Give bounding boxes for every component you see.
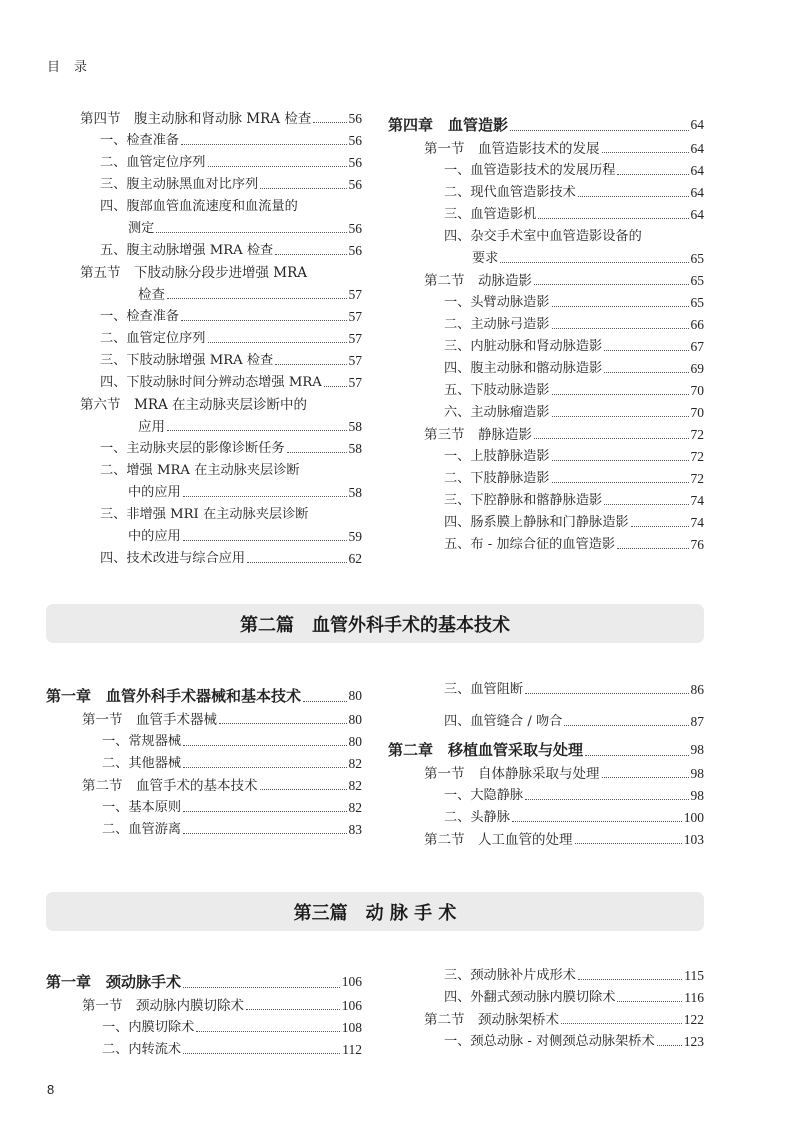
entry-page-number: 59 <box>348 529 362 544</box>
toc-item-entry[interactable] <box>80 545 362 567</box>
entry-title: 四、技术改进与综合应用 <box>100 551 246 566</box>
entry-title: 一、检查准备 <box>100 309 180 324</box>
entry-title: 二、下肢静脉造影 <box>444 471 550 486</box>
entry-title: 三、下腔静脉和髂静脉造影 <box>444 493 603 508</box>
dot-leader <box>219 723 347 724</box>
entry-title: 三、血管造影机 <box>444 207 537 222</box>
toc-item-entry[interactable] <box>80 523 362 545</box>
entry-page-number: 106 <box>341 974 362 989</box>
toc-item-entry[interactable] <box>80 457 362 479</box>
dot-leader <box>247 562 346 563</box>
entry-page-number: 82 <box>348 778 362 793</box>
dot-leader <box>604 504 688 505</box>
dot-leader <box>183 987 340 988</box>
toc-item-entry[interactable] <box>388 245 704 267</box>
toc-item-entry[interactable] <box>388 676 704 698</box>
toc-item-entry[interactable] <box>388 804 704 826</box>
entry-title: 第一节 颈动脉内膜切除术 <box>82 998 244 1014</box>
toc-section-entry[interactable] <box>80 105 362 127</box>
entry-page-number: 56 <box>348 111 362 126</box>
dot-leader <box>183 767 346 768</box>
entry-title: 三、内脏动脉和肾动脉造影 <box>444 339 603 354</box>
toc-chapter-entry[interactable] <box>46 676 362 706</box>
toc-item-entry[interactable] <box>388 984 704 1006</box>
entry-title: 第三节 静脉造影 <box>424 427 532 443</box>
toc-item-entry[interactable] <box>388 487 704 509</box>
toc-column-part2-left <box>46 676 362 838</box>
entry-page-number: 80 <box>348 712 362 727</box>
toc-section-entry[interactable] <box>388 421 704 443</box>
toc-item-entry[interactable] <box>388 223 704 245</box>
entry-page-number: 70 <box>690 405 704 420</box>
toc-item-entry[interactable] <box>80 215 362 237</box>
entry-title: 三、颈动脉补片成形术 <box>444 968 576 983</box>
dot-leader <box>617 1001 682 1002</box>
dot-leader <box>183 811 346 812</box>
toc-item-entry[interactable] <box>388 157 704 179</box>
entry-title: 第二节 血管手术的基本技术 <box>82 778 258 794</box>
toc-item-entry[interactable] <box>46 794 362 816</box>
toc-item-entry[interactable] <box>388 311 704 333</box>
entry-page-number: 56 <box>348 155 362 170</box>
part-title: 第二篇 血管外科手术的基本技术 <box>240 614 510 636</box>
toc-item-entry[interactable] <box>80 303 362 325</box>
entry-page-number: 58 <box>348 441 362 456</box>
entry-page-number: 100 <box>683 810 704 825</box>
toc-column-part2-right <box>388 676 704 848</box>
toc-item-entry[interactable] <box>388 355 704 377</box>
dot-leader <box>287 452 347 453</box>
dot-leader <box>324 386 347 387</box>
entry-title: 二、头静脉 <box>444 810 510 825</box>
dot-leader <box>657 1045 682 1046</box>
toc-item-entry[interactable] <box>80 501 362 523</box>
part-title: 第三篇 动 脉 手 术 <box>293 902 457 924</box>
page-number: 8 <box>47 1082 55 1097</box>
entry-page-number: 72 <box>690 449 704 464</box>
dot-leader <box>525 799 688 800</box>
dot-leader <box>617 548 688 549</box>
dot-leader <box>604 350 688 351</box>
dot-leader <box>534 438 689 439</box>
entry-title: 一、检查准备 <box>100 133 180 148</box>
toc-section-entry[interactable] <box>388 760 704 782</box>
toc-item-entry[interactable] <box>46 816 362 838</box>
entry-page-number: 123 <box>683 1034 704 1049</box>
entry-title: 第一节 血管造影技术的发展 <box>424 141 600 157</box>
dot-leader <box>275 364 346 365</box>
dot-leader <box>183 496 347 497</box>
entry-page-number: 57 <box>348 353 362 368</box>
entry-page-number: 103 <box>683 832 704 847</box>
entry-page-number: 98 <box>690 788 704 803</box>
toc-item-entry[interactable] <box>80 193 362 215</box>
entry-title: 五、下肢动脉造影 <box>444 383 550 398</box>
entry-page-number: 122 <box>683 1012 704 1027</box>
entry-title: 二、内转流术 <box>102 1042 182 1057</box>
entry-title: 第一章 颈动脉手术 <box>46 973 182 991</box>
entry-page-number: 64 <box>690 207 704 222</box>
dot-leader <box>167 298 347 299</box>
toc-chapter-entry[interactable] <box>46 962 362 992</box>
dot-leader <box>602 777 689 778</box>
entry-page-number: 87 <box>690 714 704 729</box>
entry-page-number: 56 <box>348 177 362 192</box>
dot-leader <box>561 1023 682 1024</box>
dot-leader <box>538 218 688 219</box>
entry-title: 第二节 动脉造影 <box>424 273 532 289</box>
dot-leader <box>552 394 689 395</box>
toc-item-entry[interactable] <box>388 509 704 531</box>
entry-title: 一、颈总动脉 - 对侧颈总动脉架桥术 <box>444 1034 655 1049</box>
entry-page-number: 98 <box>690 742 704 757</box>
toc-item-entry[interactable] <box>80 347 362 369</box>
entry-page-number: 76 <box>690 537 704 552</box>
toc-item-entry[interactable] <box>46 1036 362 1058</box>
entry-title: 四、腹部血管血流速度和血流量的 <box>100 199 298 214</box>
dot-leader <box>534 284 689 285</box>
entry-page-number: 108 <box>341 1020 362 1035</box>
entry-page-number: 58 <box>348 419 362 434</box>
entry-page-number: 72 <box>690 471 704 486</box>
part-banner-3 <box>46 892 704 931</box>
entry-title: 中的应用 <box>128 529 181 544</box>
dot-leader <box>578 979 682 980</box>
entry-title: 四、腹主动脉和髂动脉造影 <box>444 361 603 376</box>
entry-page-number: 115 <box>684 968 704 983</box>
dot-leader <box>275 254 346 255</box>
entry-page-number: 57 <box>348 287 362 302</box>
entry-page-number: 64 <box>690 141 704 156</box>
entry-title: 第四节 腹主动脉和肾动脉 MRA 检查 <box>80 111 312 127</box>
dot-leader <box>564 725 688 726</box>
toc-item-entry[interactable] <box>80 369 362 391</box>
dot-leader <box>208 342 347 343</box>
entry-page-number: 56 <box>348 221 362 236</box>
toc-item-entry[interactable] <box>388 333 704 355</box>
entry-title: 四、肠系膜上静脉和门静脉造影 <box>444 515 629 530</box>
entry-title: 二、血管定位序列 <box>100 155 206 170</box>
toc-item-entry[interactable] <box>80 435 362 457</box>
entry-title: 第五节 下肢动脉分段步进增强 MRA <box>80 265 308 281</box>
toc-item-entry[interactable] <box>80 149 362 171</box>
entry-title: 二、增强 MRA 在主动脉夹层诊断 <box>100 463 300 478</box>
entry-page-number: 83 <box>348 822 362 837</box>
entry-page-number: 74 <box>690 493 704 508</box>
entry-title: 第一节 自体静脉采取与处理 <box>424 766 600 782</box>
entry-title: 第二章 移植血管采取与处理 <box>388 741 584 759</box>
entry-page-number: 56 <box>348 133 362 148</box>
entry-title: 三、非增强 MRI 在主动脉夹层诊断 <box>100 507 309 522</box>
entry-title: 五、腹主动脉增强 MRA 检查 <box>100 243 274 258</box>
entry-title: 一、主动脉夹层的影像诊断任务 <box>100 441 285 456</box>
dot-leader <box>196 1031 339 1032</box>
toc-section-entry[interactable] <box>80 281 362 303</box>
entry-page-number: 67 <box>690 339 704 354</box>
toc-item-entry[interactable] <box>388 443 704 465</box>
toc-item-entry[interactable] <box>80 237 362 259</box>
entry-page-number: 57 <box>348 331 362 346</box>
toc-chapter-entry[interactable] <box>388 730 704 760</box>
entry-page-number: 70 <box>690 383 704 398</box>
entry-title: 二、血管定位序列 <box>100 331 206 346</box>
entry-title: 应用 <box>138 419 165 435</box>
dot-leader <box>208 166 347 167</box>
entry-page-number: 82 <box>348 800 362 815</box>
dot-leader <box>183 1053 340 1054</box>
entry-title: 二、主动脉弓造影 <box>444 317 550 332</box>
dot-leader <box>313 122 346 123</box>
toc-item-entry[interactable] <box>388 201 704 223</box>
entry-page-number: 64 <box>690 185 704 200</box>
toc-item-entry[interactable] <box>388 698 704 730</box>
dot-leader <box>303 701 346 702</box>
dot-leader <box>552 306 689 307</box>
entry-title: 三、下肢动脉增强 MRA 检查 <box>100 353 274 368</box>
dot-leader <box>552 416 689 417</box>
entry-title: 三、腹主动脉黑血对比序列 <box>100 177 259 192</box>
dot-leader <box>585 755 688 756</box>
entry-title: 中的应用 <box>128 485 181 500</box>
toc-item-entry[interactable] <box>80 171 362 193</box>
toc-column-part1-left <box>80 105 362 567</box>
entry-title: 三、血管阻断 <box>444 682 524 697</box>
entry-title: 一、血管造影技术的发展历程 <box>444 163 616 178</box>
toc-column-part3-left <box>46 962 362 1058</box>
entry-page-number: 56 <box>348 243 362 258</box>
toc-section-entry[interactable] <box>80 391 362 413</box>
dot-leader <box>617 174 688 175</box>
entry-title: 二、血管游离 <box>102 822 182 837</box>
toc-item-entry[interactable] <box>388 179 704 201</box>
toc-section-entry[interactable] <box>80 413 362 435</box>
entry-page-number: 65 <box>690 295 704 310</box>
entry-page-number: 72 <box>690 427 704 442</box>
dot-leader <box>246 1009 340 1010</box>
dot-leader <box>552 482 689 483</box>
entry-page-number: 106 <box>341 998 362 1013</box>
dot-leader <box>181 320 346 321</box>
entry-title: 一、基本原则 <box>102 800 182 815</box>
toc-item-entry[interactable] <box>46 728 362 750</box>
dot-leader <box>631 526 689 527</box>
entry-page-number: 64 <box>690 163 704 178</box>
toc-item-entry[interactable] <box>80 325 362 347</box>
entry-title: 一、内膜切除术 <box>102 1020 195 1035</box>
toc-section-entry[interactable] <box>46 772 362 794</box>
entry-title: 第二节 颈动脉架桥术 <box>424 1012 559 1028</box>
toc-section-entry[interactable] <box>80 259 362 281</box>
toc-item-entry[interactable] <box>80 127 362 149</box>
toc-item-entry[interactable] <box>80 479 362 501</box>
part-banner-2 <box>46 604 704 643</box>
entry-page-number: 57 <box>348 375 362 390</box>
toc-chapter-entry[interactable] <box>388 105 704 135</box>
entry-title: 五、布 - 加综合征的血管造影 <box>444 537 616 552</box>
toc-column-part3-right <box>388 962 704 1050</box>
entry-title: 一、常规器械 <box>102 734 182 749</box>
dot-leader <box>525 693 688 694</box>
entry-page-number: 80 <box>348 734 362 749</box>
entry-page-number: 116 <box>684 990 704 1005</box>
dot-leader <box>510 130 688 131</box>
dot-leader <box>602 152 689 153</box>
dot-leader <box>552 328 689 329</box>
toc-item-entry[interactable] <box>388 399 704 421</box>
toc-item-entry[interactable] <box>46 1014 362 1036</box>
dot-leader <box>260 789 347 790</box>
toc-column-part1-right <box>388 105 704 553</box>
toc-section-entry[interactable] <box>388 135 704 157</box>
entry-title: 第六节 MRA 在主动脉夹层诊断中的 <box>80 397 308 413</box>
entry-page-number: 65 <box>690 273 704 288</box>
dot-leader <box>578 196 689 197</box>
dot-leader <box>552 460 689 461</box>
entry-page-number: 74 <box>690 515 704 530</box>
running-header: 目录 <box>47 60 102 75</box>
entry-title: 第一章 血管外科手术器械和基本技术 <box>46 687 302 705</box>
entry-title: 一、大隐静脉 <box>444 788 524 803</box>
toc-item-entry[interactable] <box>388 531 704 553</box>
entry-title: 一、上肢静脉造影 <box>444 449 550 464</box>
entry-title: 第二节 人工血管的处理 <box>424 832 573 848</box>
dot-leader <box>512 821 682 822</box>
entry-title: 二、现代血管造影技术 <box>444 185 576 200</box>
entry-title: 六、主动脉瘤造影 <box>444 405 550 420</box>
entry-page-number: 62 <box>348 551 362 566</box>
dot-leader <box>181 144 346 145</box>
dot-leader <box>575 843 682 844</box>
toc-item-entry[interactable] <box>46 750 362 772</box>
toc-item-entry[interactable] <box>388 782 704 804</box>
toc-item-entry[interactable] <box>388 962 704 984</box>
toc-item-entry[interactable] <box>388 465 704 487</box>
entry-page-number: 64 <box>690 117 704 132</box>
dot-leader <box>183 745 346 746</box>
entry-page-number: 57 <box>348 309 362 324</box>
dot-leader <box>500 262 688 263</box>
toc-item-entry[interactable] <box>388 377 704 399</box>
toc-item-entry[interactable] <box>388 289 704 311</box>
entry-page-number: 82 <box>348 756 362 771</box>
entry-title: 四、外翻式颈动脉内膜切除术 <box>444 990 616 1005</box>
entry-title: 要求 <box>472 251 499 266</box>
dot-leader <box>183 540 347 541</box>
toc-section-entry[interactable] <box>46 706 362 728</box>
toc-section-entry[interactable] <box>388 1006 704 1028</box>
entry-title: 四、杂交手术室中血管造影设备的 <box>444 229 642 244</box>
entry-page-number: 66 <box>690 317 704 332</box>
entry-page-number: 65 <box>690 251 704 266</box>
entry-title: 一、头臂动脉造影 <box>444 295 550 310</box>
dot-leader <box>260 188 346 189</box>
toc-section-entry[interactable] <box>388 267 704 289</box>
entry-page-number: 86 <box>690 682 704 697</box>
dot-leader <box>167 430 347 431</box>
entry-title: 二、其他器械 <box>102 756 182 771</box>
entry-title: 第四章 血管造影 <box>388 116 509 134</box>
dot-leader <box>156 232 346 233</box>
entry-page-number: 98 <box>690 766 704 781</box>
dot-leader <box>604 372 688 373</box>
dot-leader <box>183 833 346 834</box>
entry-title: 第一节 血管手术器械 <box>82 712 217 728</box>
entry-title: 四、血管缝合 / 吻合 <box>444 714 563 729</box>
entry-title: 四、下肢动脉时间分辨动态增强 MRA <box>100 375 322 390</box>
entry-page-number: 69 <box>690 361 704 376</box>
entry-title: 测定 <box>128 221 155 236</box>
entry-page-number: 58 <box>348 485 362 500</box>
entry-page-number: 112 <box>342 1042 362 1057</box>
entry-page-number: 80 <box>348 688 362 703</box>
toc-section-entry[interactable] <box>388 826 704 848</box>
toc-item-entry[interactable] <box>388 1028 704 1050</box>
toc-section-entry[interactable] <box>46 992 362 1014</box>
entry-title: 检查 <box>138 287 165 303</box>
